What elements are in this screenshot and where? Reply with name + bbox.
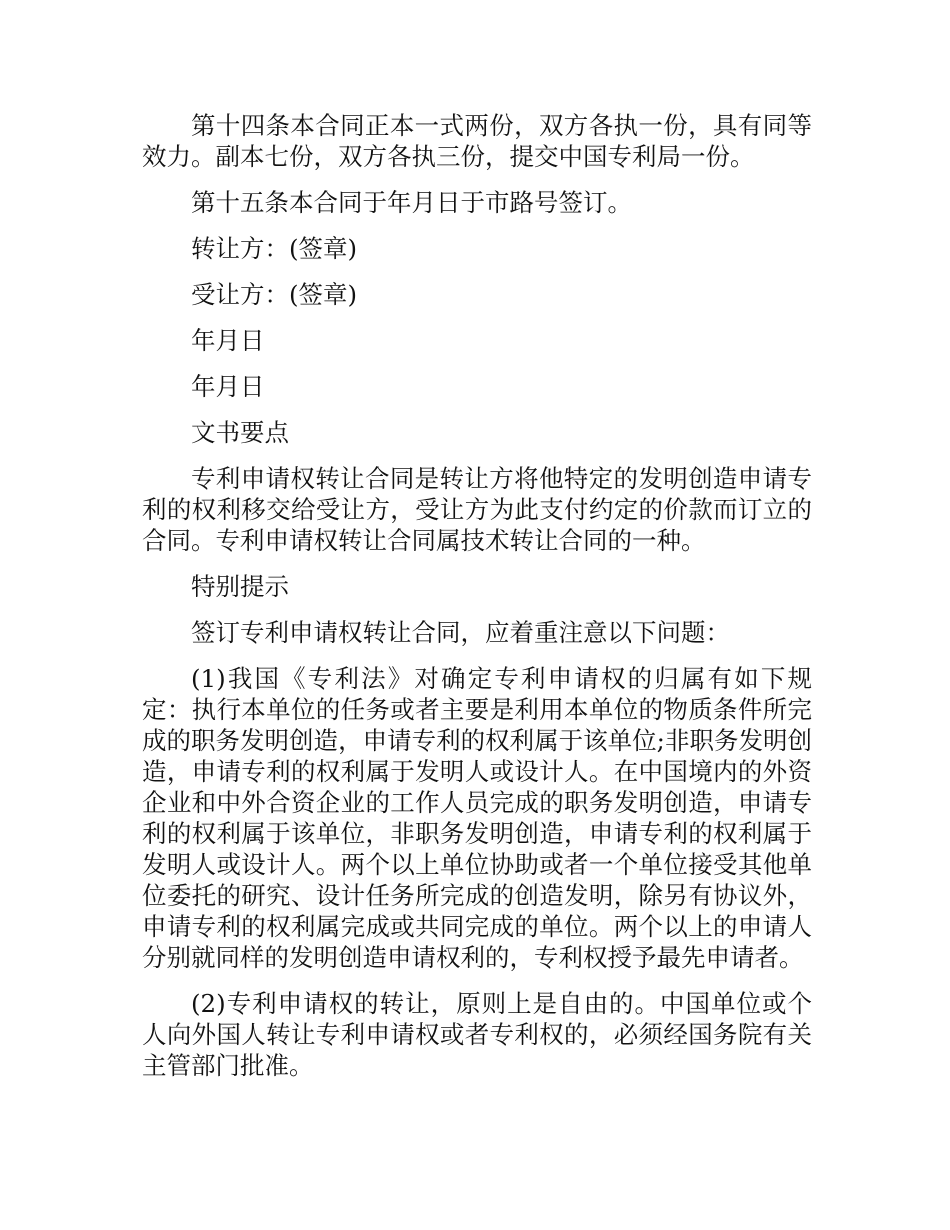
notice-item-1-paragraph: (1)我国《专利法》对确定专利申请权的归属有如下规定：执行本单位的任务或者主要是利用本单位的物质条件所完成的职务发明创造，申请专利的权利属于该单位;非职务发明创造，申请专利的权利属于发明人或设计人。在中国境内的外资企业和中外合资企业的工作人员完成的职务发明创造，申请专利的权利属于该单位，非职务发明创造，申请专利的权利属于发明人或设计人。两个以上单位协助或者一个单位接受其他单位委托的研究、设计任务所完成的创造发明，除另有协议外，申请专利的权利属完成或共同完成的单位。两个以上的申请人分别就同样的发明创造申请权利的，专利权授予最先申请者。 bbox=[142, 664, 812, 972]
notice-item-2-paragraph: (2)专利申请权的转让，原则上是自由的。中国单位或个人向外国人转让专利申请权或者专利权的，必须经国务院有关主管部门批准。 bbox=[142, 989, 812, 1080]
section-heading-key-points: 文书要点 bbox=[191, 418, 289, 447]
transferee-date-line: 年月日 bbox=[191, 372, 265, 401]
transferor-date-line: 年月日 bbox=[191, 326, 265, 355]
transferor-signature-line: 转让方：(签章) bbox=[191, 234, 358, 263]
transferee-signature-line: 受让方：(签章) bbox=[191, 280, 358, 309]
key-points-paragraph: 专利申请权转让合同是转让方将他特定的发明创造申请专利的权利移交给受让方，受让方为此支付约定的价款而订立的合同。专利申请权转让合同属技术转让合同的一种。 bbox=[142, 464, 812, 555]
document-page bbox=[142, 110, 812, 1096]
clause-15-paragraph: 第十五条本合同于年月日于市路号签订。 bbox=[191, 188, 632, 217]
notice-intro-paragraph: 签订专利申请权转让合同，应着重注意以下问题： bbox=[191, 618, 730, 647]
clause-14-paragraph: 第十四条本合同正本一式两份，双方各执一份，具有同等效力。副本七份，双方各执三份，提交中国专利局一份。 bbox=[142, 111, 812, 171]
section-heading-special-notice: 特别提示 bbox=[191, 572, 289, 601]
